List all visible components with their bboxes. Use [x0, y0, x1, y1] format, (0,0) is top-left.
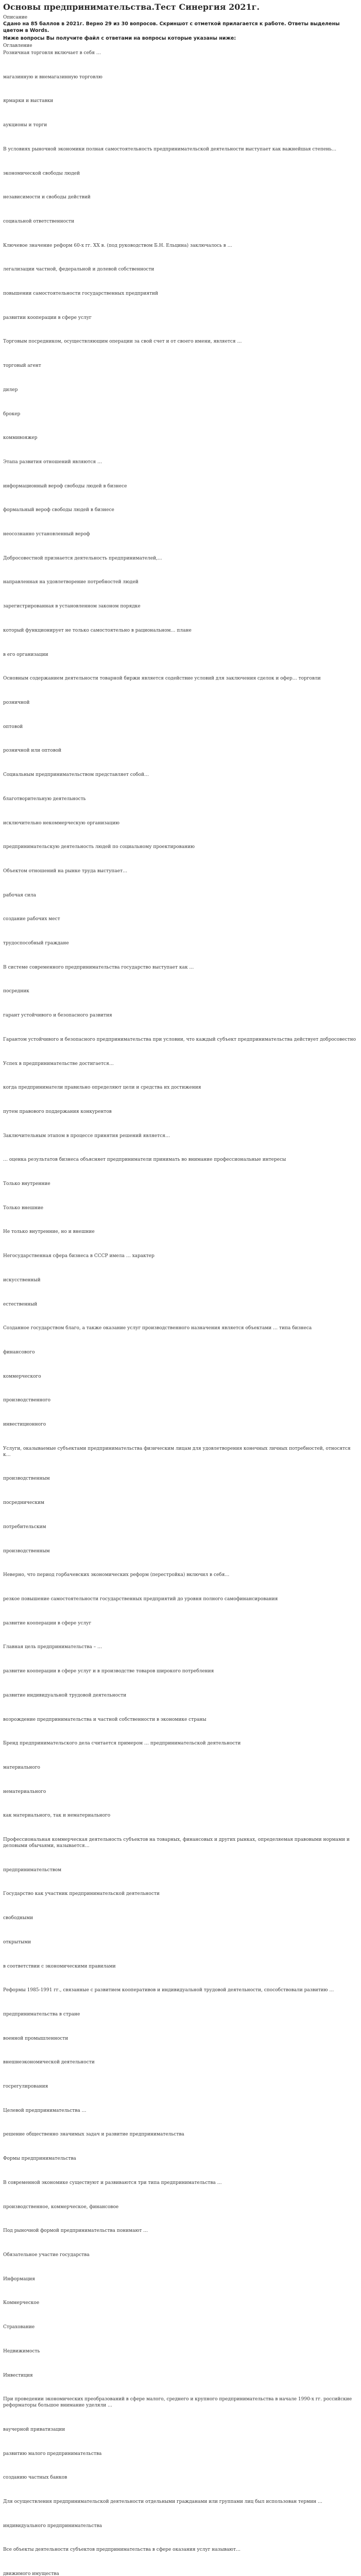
list-item: в соответствии с экономическими правилами — [3, 1963, 116, 1969]
intro-line: Сдано на 85 баллов в 2021г. Верно 29 из 30 вопросов. Скриншот с отметкой прилагается к работе. Ответы выделены цветом в Words. — [3, 21, 340, 33]
description-label: Описание — [3, 15, 28, 20]
list-item: создание рабочих мест — [3, 917, 60, 922]
list-item: Созданное государством благо, а также оказание услуг производственного назначения является объектами … типа бизнеса — [3, 1326, 312, 1331]
list-item: развитие кооперации в сфере услуг — [3, 1620, 92, 1626]
list-item: нематериального — [3, 1789, 46, 1794]
list-item: магазинную и внемагазинную торговлю — [3, 74, 102, 80]
list-item: Информация — [3, 2276, 35, 2282]
list-item: аукционы и торги — [3, 123, 47, 128]
list-item: Успех в предпринимательстве достигается… — [3, 1061, 114, 1066]
list-item: ярмарки и выставки — [3, 98, 54, 104]
list-item: экономической свободы людей — [3, 171, 80, 176]
list-item: формальный вероф свободы людей в бизнесе — [3, 507, 114, 513]
list-item: благотворительную деятельность — [3, 796, 86, 802]
list-item: производственным — [3, 1548, 50, 1554]
list-item: Заключительным этапом в процессе принятия решений является… — [3, 1133, 170, 1139]
list-item: рабочая сила — [3, 892, 36, 898]
list-item: Негосударственная сфера бизнеса в СССР имела … характер — [3, 1253, 154, 1259]
list-item: Ключевое значение реформ 60-х гг. XX в. (под руководством Б.Н. Ельцина) заключалось в … — [3, 243, 232, 248]
list-item: госрегулирования — [3, 2084, 48, 2090]
list-item: открытыми — [3, 1939, 31, 1945]
list-item: финансового — [3, 1349, 35, 1355]
list-item: трудоспособный граждане — [3, 941, 69, 946]
list-item: посредник — [3, 989, 29, 994]
list-item: Только внутренние — [3, 1181, 50, 1187]
list-item: материального — [3, 1765, 40, 1770]
list-item: естественный — [3, 1301, 38, 1307]
list-item: социальной ответственности — [3, 218, 75, 224]
list-item: независимости и свободы действий — [3, 195, 91, 200]
list-item: Главная цель предпринимательства – … — [3, 1645, 102, 1650]
list-item: инвестиционного — [3, 1422, 46, 1428]
list-item: возрождение предпринимательства и частной собственности в экономике страны — [3, 1717, 207, 1722]
list-item: Инвестиция — [3, 2372, 33, 2378]
list-item: Обязательное участие государства — [3, 2252, 90, 2258]
list-item: развитие кооперации в сфере услуг и в производстве товаров широкого потребления — [3, 1669, 214, 1674]
list-item: Этапа развития отношений являются … — [3, 459, 102, 465]
list-item: Целевой предпринимательства … — [3, 2108, 87, 2113]
list-item: Не только внутренние, но и внешние — [3, 1229, 95, 1235]
list-item: информационный вероф свободы людей в бизнесе — [3, 483, 127, 489]
list-item: Недвижимость — [3, 2348, 40, 2354]
list-item: посредническим — [3, 1500, 45, 1506]
list-item: В условиях рыночной экономики полная самостоятельность предпринимательской деятельности выступает как важнейшая степень… — [3, 146, 337, 152]
list-item: предпринимательскую деятельность людей по социальному проектированию — [3, 844, 195, 850]
list-item: гарант устойчивого и безопасного развития — [3, 1013, 112, 1019]
list-item: Торговым посредником, осуществляющим операции за свой счет и от своего имени, является … — [3, 339, 242, 345]
list-item: Гарантом устойчивого и безопасного предпринимательства при условии, что каждый субъект предпринимательства действует добросовестно — [3, 1037, 356, 1042]
list-item: зарегистрированная в установленном законом порядке — [3, 604, 141, 609]
list-item: который функционирует не только самостоятельно в рациональном… плане — [3, 628, 192, 633]
list-item: … оценка результатов бизнеса объясняет предприниматели принимать во внимание профессиональные интересы — [3, 1157, 286, 1163]
list-item: Объектом отношений на рынке труда выступает… — [3, 868, 128, 874]
list-item: Услуги, оказываемые субъектами предпринимательства физическим лицам для удовлетворения конечных личных потребностей, относятся к… — [3, 1446, 351, 1458]
list-item: оптовой — [3, 724, 23, 730]
list-item: развитии кооперации в сфере услуг — [3, 315, 92, 320]
list-item: искусственный — [3, 1277, 41, 1283]
list-item: предпринимательством — [3, 1867, 62, 1873]
list-item: розничной или оптовой — [3, 748, 62, 754]
list-item: предпринимательства в стране — [3, 2011, 80, 2017]
list-item: решение общественно значимых задач и развитие предпринимательства — [3, 2132, 184, 2138]
list-item: Неверно, что период горбачевских экономических реформ (перестройка) включил в себя… — [3, 1572, 230, 1578]
table-of-contents-label: Оглавление — [3, 43, 32, 48]
list-item: Для осуществления предпринимательской деятельности отдельными гражданами или группами лиц был использован термин … — [3, 2499, 322, 2505]
list-item: развитие индивидуальной трудовой деятельности — [3, 1692, 127, 1698]
intro-line: Ниже вопросы Вы получите файл с ответами на вопросы которые указаны ниже: — [3, 36, 236, 41]
list-item: легализации частной, федеральной и долевой собственности — [3, 267, 154, 273]
list-item: индивидуального предпринимательства — [3, 2523, 102, 2529]
list-item: развитию малого предпринимательства — [3, 2451, 102, 2456]
list-item: внешнеэкономической деятельности — [3, 2060, 95, 2065]
list-item: резкое повышение самостоятельности государственных предприятий до уровня полного самофинансирования — [3, 1597, 278, 1602]
list-item: Формы предпринимательства — [3, 2156, 76, 2162]
list-item: торговый агент — [3, 363, 41, 369]
list-item: Только внешние — [3, 1205, 44, 1211]
list-item: направленная на удовлетворение потребностей людей — [3, 580, 139, 585]
list-item: дилер — [3, 387, 18, 393]
list-item: ваучерной приватизации — [3, 2427, 65, 2432]
list-item: Государство как участник предпринимательской деятельности — [3, 1891, 160, 1897]
list-item: При проведении экономических преобразований в сфере малого, среднего и крупного предпринимательства в начале 1990-х гг. российские реформаторы большое внимание уделяли … — [3, 2397, 352, 2409]
list-item: путем правового поддержания конкурентов — [3, 1109, 112, 1114]
list-item: Все объекты деятельности субъектов предпринимательства в сфере оказания услуг называют… — [3, 2547, 240, 2553]
list-item: свободными — [3, 1916, 33, 1921]
list-item: Бренд предпринимательского дела считается примером … предпринимательской деятельности — [3, 1741, 241, 1747]
list-item: неосознанно установленный вероф — [3, 532, 90, 537]
list-item: Страхование — [3, 2325, 35, 2330]
list-item: Реформы 1985-1991 гг., связанные с развитием кооперативов и индивидуальной трудовой деятельности, способствовали развитию … — [3, 1988, 334, 1993]
list-item: исключительно некоммерческую организацию — [3, 820, 119, 826]
list-item: созданию частных банков — [3, 2475, 67, 2481]
list-item: Под рыночной формой предпринимательства понимают … — [3, 2228, 148, 2234]
list-item: потребительским — [3, 1524, 46, 1530]
list-item: в его организации — [3, 652, 48, 657]
list-item: В системе современного предпринимательства государство выступает как … — [3, 964, 194, 970]
list-item: розничной — [3, 700, 30, 705]
list-item: Профессиональная коммерческая деятельность субъектов на товарных, финансовых и других рынках, определяемая правовыми нормами и деловыми обычаями, называется… — [3, 1837, 350, 1849]
list-item: Основным содержанием деятельности товарной биржи является содействие условий для заключения сделок и офер… торговли — [3, 676, 321, 682]
list-item: В современной экономике существуют и развиваются три типа предпринимательства … — [3, 2180, 222, 2185]
list-item: движимого имущества — [3, 2571, 59, 2576]
list-item: Коммерческое — [3, 2300, 40, 2306]
list-item: повышении самостоятельности государственных предприятий — [3, 291, 159, 297]
page-title: Основы предпринимательства.Тест Синергия 2021г. — [3, 2, 260, 12]
list-item: коммерческого — [3, 1374, 41, 1379]
list-item: коммивояжер — [3, 435, 38, 441]
list-item: Розничная торговля включает в себя … — [3, 50, 101, 56]
list-item: Добросовестной признается деятельность предпринимателей,... — [3, 555, 162, 561]
list-item: брокер — [3, 411, 21, 417]
question-list — [3, 50, 358, 2576]
list-item: производственным — [3, 1476, 50, 1482]
list-item: производственное, коммерческое, финансовое — [3, 2204, 119, 2210]
list-item: военной промышленности — [3, 2036, 68, 2041]
list-item: как материального, так и нематериального — [3, 1813, 111, 1819]
list-item: производственного — [3, 1398, 51, 1403]
list-item: Социальным предпринимательством представляет собой… — [3, 772, 149, 778]
list-item: когда предприниматели правильно определяют цели и средства их достижения — [3, 1085, 201, 1091]
